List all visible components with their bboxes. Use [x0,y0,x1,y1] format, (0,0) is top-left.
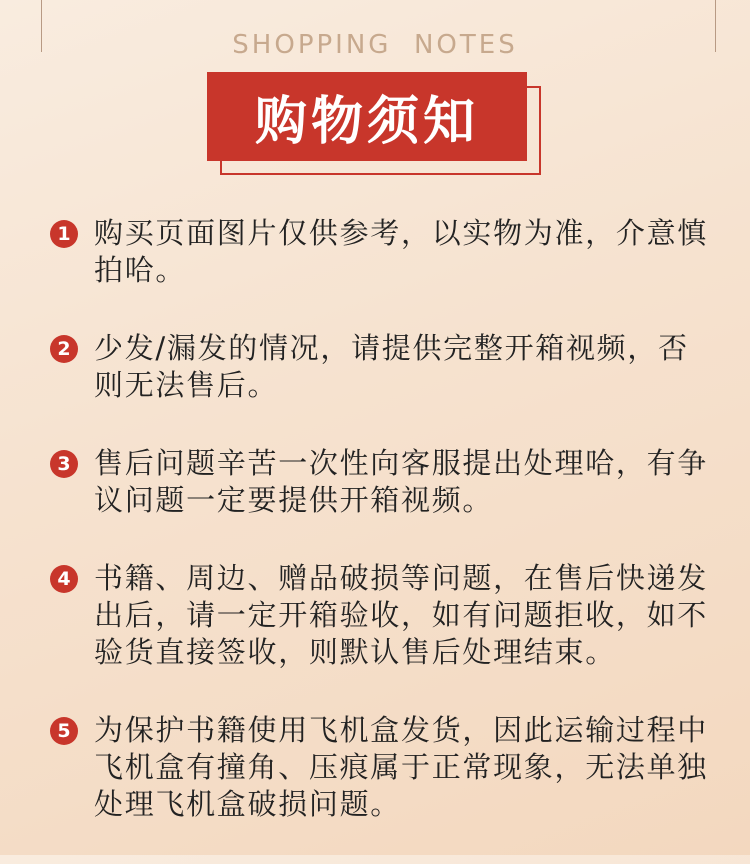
note-text: 书籍、周边、赠品破损等问题，在售后快递发出后，请一定开箱验收，如有问题拒收，如不验货直接签收，则默认售后处理结束。 [94,561,709,669]
note-text: 为保护书籍使用飞机盒发货，因此运输过程中飞机盒有撞角、压痕属于正常现象，无法单独处理飞机盒破损问题。 [94,713,709,821]
note-number-badge: 2 [50,335,78,363]
note-text: 售后问题辛苦一次性向客服提出处理哈，有争议问题一定要提供开箱视频。 [94,446,709,517]
note-text: 购买页面图片仅供参考，以实物为准，介意慎拍哈。 [94,216,709,287]
note-number-badge: 3 [50,450,78,478]
notes-list [50,215,712,864]
note-item-5 [50,712,712,823]
note-item-4 [50,560,712,671]
title-banner-box [207,72,527,161]
title-banner [207,72,543,176]
note-number-badge: 4 [50,565,78,593]
note-text: 少发/漏发的情况，请提供完整开箱视频，否则无法售后。 [94,331,689,402]
page-subtitle: SHOPPING NOTES [232,30,518,60]
note-number-badge: 1 [50,220,78,248]
note-item-1 [50,215,712,289]
note-item-3 [50,445,712,519]
page-title: 购物须知 [254,92,479,152]
note-item-2 [50,330,712,404]
note-number-badge: 5 [50,717,78,745]
